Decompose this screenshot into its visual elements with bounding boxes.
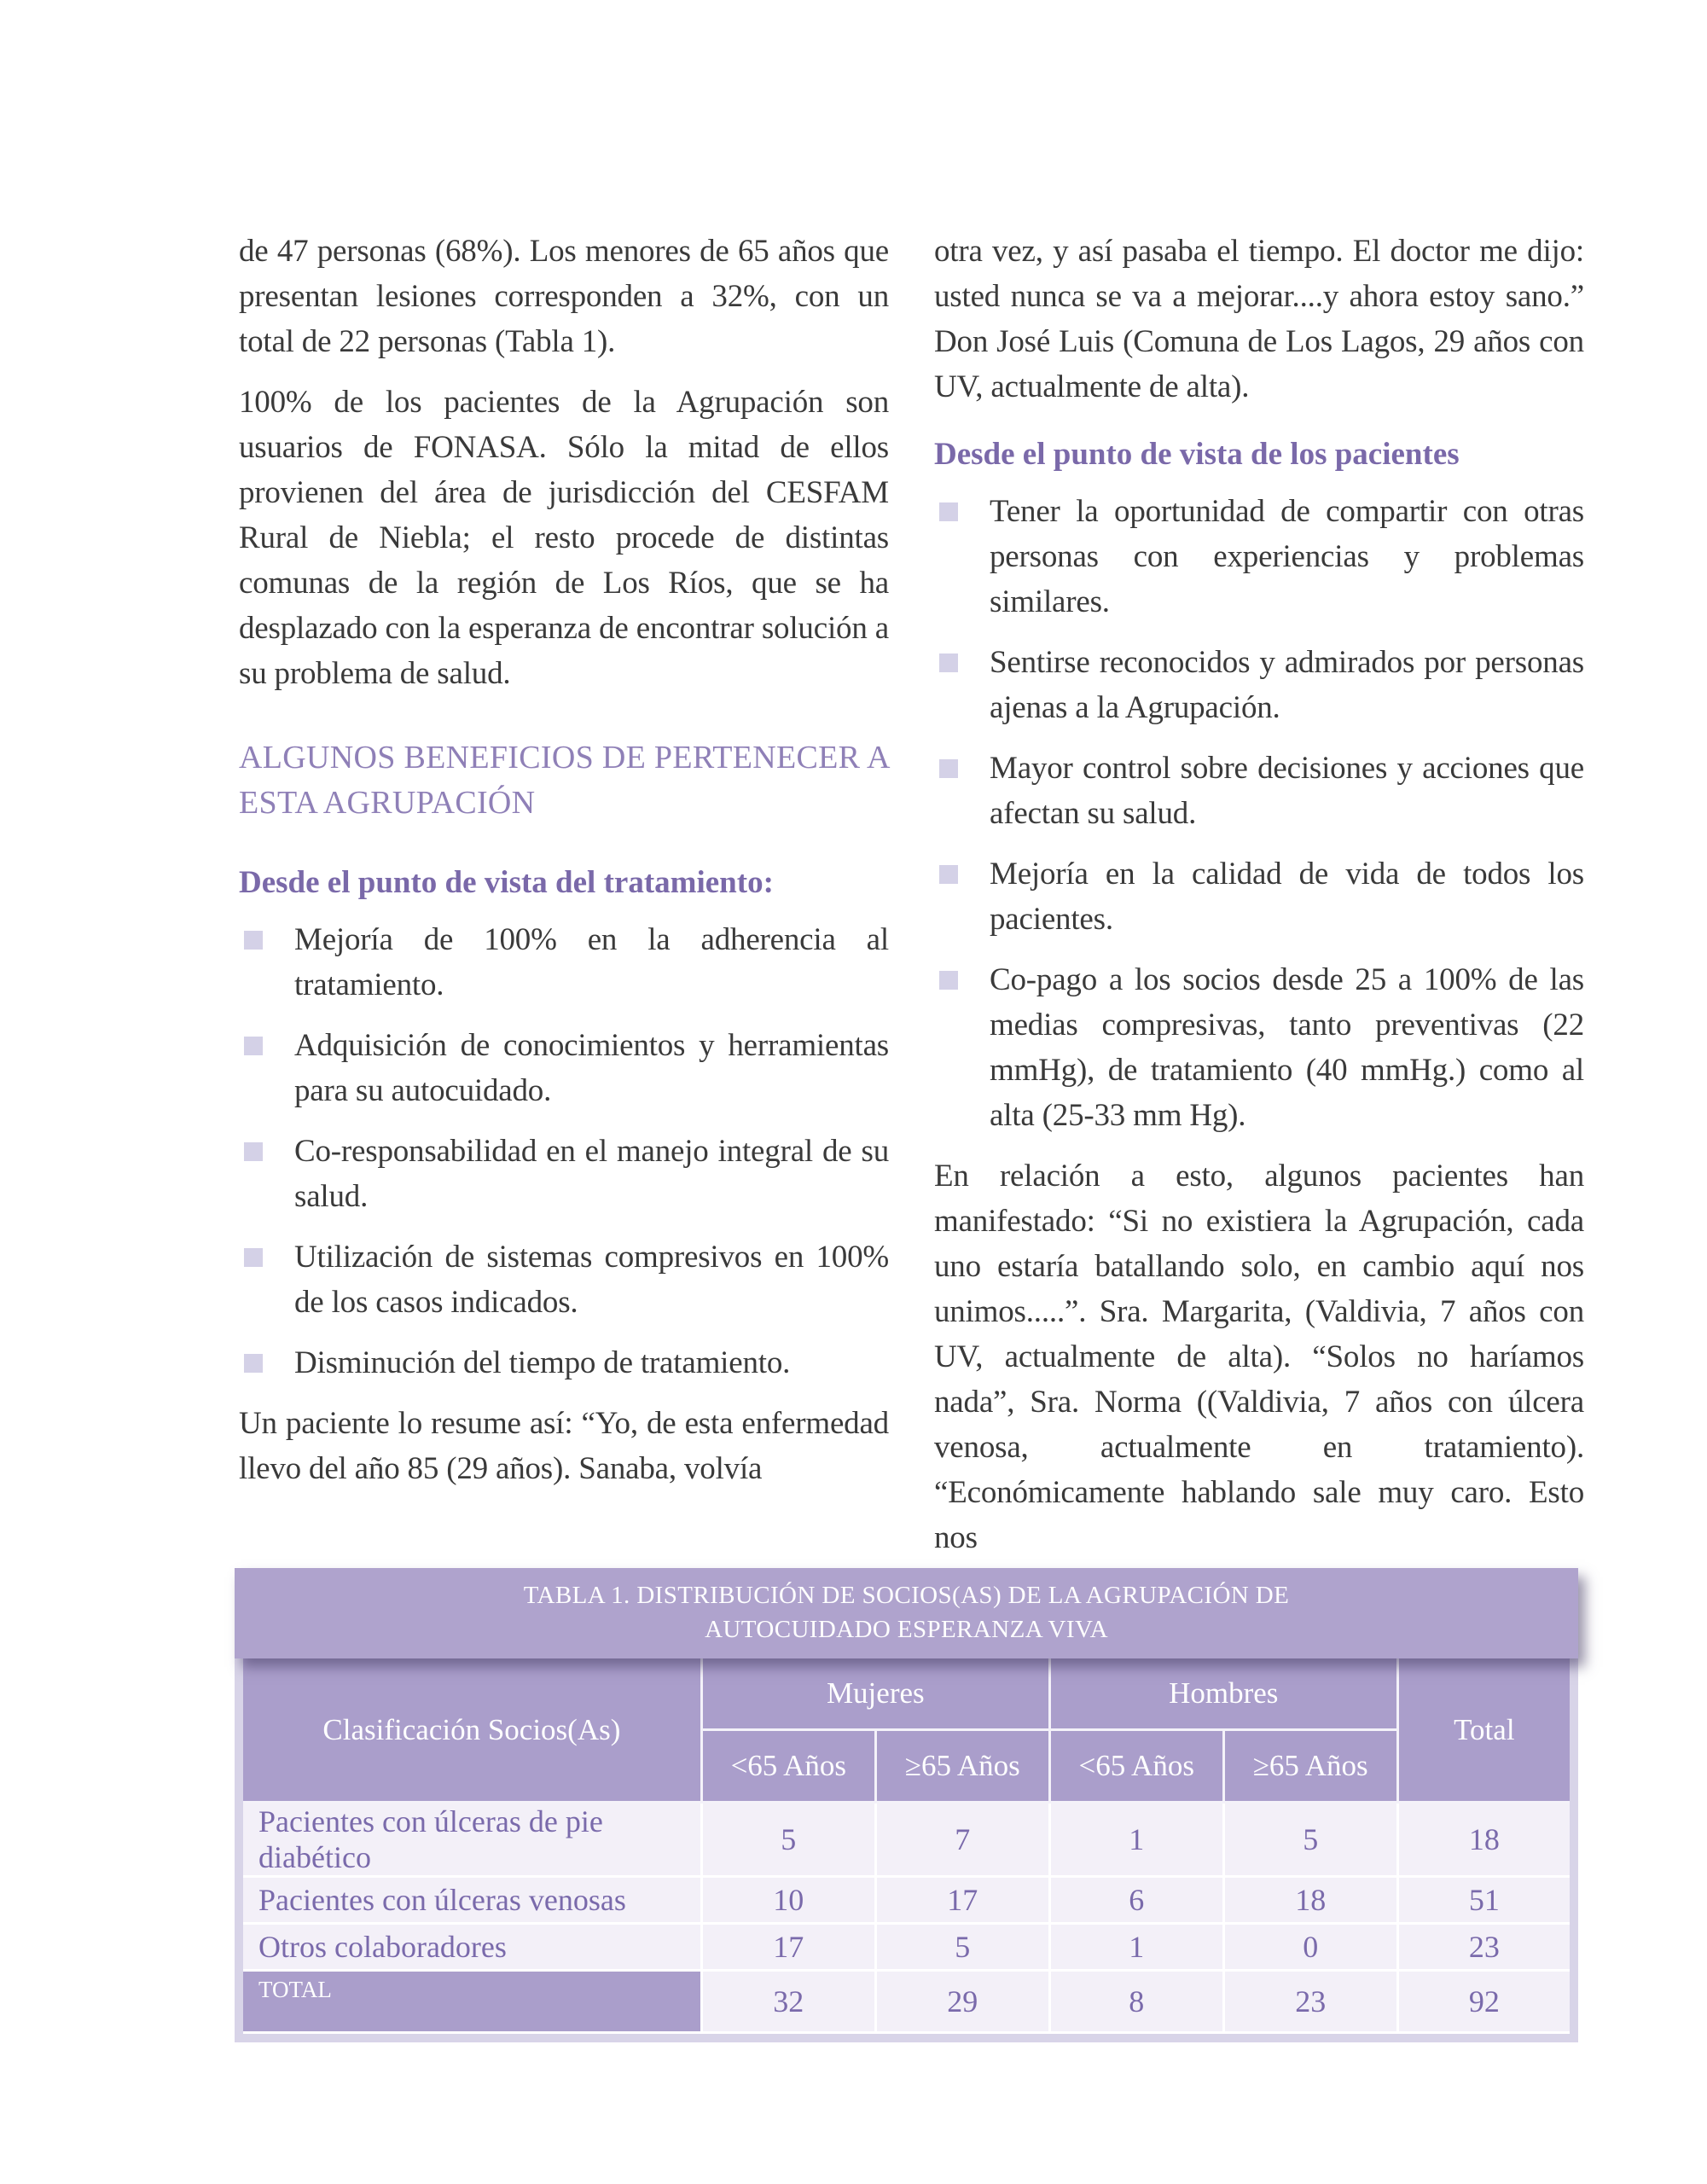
cell-men-65-plus: 23 (1223, 1971, 1397, 2033)
cell-women-65-plus: 29 (875, 1971, 1049, 2033)
treatment-benefits-list (239, 917, 889, 1385)
cell-men-65-plus: 5 (1223, 1803, 1397, 1877)
list-item (934, 640, 1584, 730)
cell-men-under-65: 1 (1049, 1803, 1223, 1877)
list-item (934, 489, 1584, 624)
list-item-text: Disminución del tiempo de tratamiento. (294, 1345, 791, 1380)
bullet-square-icon (244, 931, 263, 950)
patient-benefits-list (934, 489, 1584, 1138)
bullet-square-icon (244, 1354, 263, 1373)
table-title-line-2: AUTOCUIDADO ESPERANZA VIVA (705, 1616, 1108, 1643)
row-label: Otros colaboradores (243, 1924, 701, 1971)
cell-total: 51 (1397, 1877, 1570, 1924)
list-item (239, 917, 889, 1008)
table-row (243, 1924, 1570, 1971)
paragraph-testimonials: En relación a esto, algunos pacientes han manifestado: “Si no existiera la Agrupación, cada uno estaría batallando solo, en cambio aquí nos unimos.....”. Sra. Margarita, (Valdivia, 7 años con UV, actualmente de alta). “Solos no haríamos nada”, Sra. Norma ((Valdivia, 7 años con úlcera venosa, actualmente en tratamiento). “Económicamente hablando sale muy caro. Esto nos (934, 1159, 1584, 1555)
header-men-65-plus: ≥65 Años (1223, 1730, 1397, 1803)
header-total: Total (1397, 1658, 1570, 1803)
bullet-square-icon (244, 1248, 263, 1267)
cell-men-65-plus: 0 (1223, 1924, 1397, 1971)
header-women-65-plus: ≥65 Años (875, 1730, 1049, 1803)
list-item (239, 1234, 889, 1325)
list-item-text: Utilización de sistemas compresivos en 100% de los casos indicados. (294, 1240, 889, 1320)
left-column (239, 229, 889, 1507)
cell-total: 92 (1397, 1971, 1570, 2033)
cell-men-under-65: 8 (1049, 1971, 1223, 2033)
bullet-square-icon (244, 1142, 263, 1161)
list-item-text: Sentirse reconocidos y admirados por personas ajenas a la Agrupación. (990, 645, 1584, 725)
header-classification: Clasificación Socios(As) (243, 1658, 701, 1803)
members-distribution-table (243, 1658, 1570, 2034)
cell-women-65-plus: 7 (875, 1803, 1049, 1877)
cell-total: 23 (1397, 1924, 1570, 1971)
subheading-patients: Desde el punto de vista de los pacientes (934, 437, 1460, 472)
list-item-text: Co-pago a los socios desde 25 a 100% de las medias compresivas, tanto preventivas (22 mmHg), de tratamiento (40 mmHg.) como al alta (25-33 mm Hg). (990, 962, 1584, 1133)
section-heading-benefits: ALGUNOS BENEFICIOS DE PERTENECER A ESTA AGRUPACIÓN (239, 740, 889, 821)
right-column (934, 229, 1584, 1576)
cell-men-under-65: 6 (1049, 1877, 1223, 1924)
row-label-total: TOTAL (243, 1971, 701, 2033)
list-item-text: Co-responsabilidad en el manejo integral de su salud. (294, 1134, 889, 1214)
paragraph-fonasa: 100% de los pacientes de la Agrupación son usuarios de FONASA. Sólo la mitad de ellos provienen del área de jurisdicción del CESFAM Rural de Niebla; el resto procede de distintas comunas de la región de Los Ríos, que se ha desplazado con la esperanza de encontrar solución a su problema de salud. (239, 385, 889, 691)
header-women: Mujeres (701, 1658, 1049, 1730)
table-title-line-1: TABLA 1. DISTRIBUCIÓN DE SOCIOS(AS) DE LA AGRUPACIÓN DE (523, 1582, 1290, 1609)
cell-women-under-65: 17 (701, 1924, 875, 1971)
list-item (934, 957, 1584, 1138)
table-row (243, 1877, 1570, 1924)
cell-total: 18 (1397, 1803, 1570, 1877)
table-title (235, 1568, 1578, 1658)
list-item (239, 1023, 889, 1113)
bullet-square-icon (939, 971, 958, 990)
header-men-under-65: <65 Años (1049, 1730, 1223, 1803)
list-item-text: Mejoría en la calidad de vida de todos los pacientes. (990, 857, 1584, 937)
cell-women-under-65: 10 (701, 1877, 875, 1924)
bullet-square-icon (939, 865, 958, 884)
subheading-treatment: Desde el punto de vista del tratamiento: (239, 865, 774, 900)
cell-women-65-plus: 5 (875, 1924, 1049, 1971)
bullet-square-icon (939, 653, 958, 672)
list-item (239, 1129, 889, 1219)
cell-women-under-65: 5 (701, 1803, 875, 1877)
bullet-square-icon (939, 759, 958, 778)
bullet-square-icon (939, 502, 958, 521)
list-item-text: Mejoría de 100% en la adherencia al tratamiento. (294, 922, 889, 1002)
row-label: Pacientes con úlceras de pie diabético (243, 1803, 701, 1877)
list-item-text: Mayor control sobre decisiones y acciones que afectan su salud. (990, 751, 1584, 831)
header-women-under-65: <65 Años (701, 1730, 875, 1803)
paragraph-lesion-stats: de 47 personas (68%). Los menores de 65 años que presentan lesiones corresponden a 32%, con un total de 22 personas (Tabla 1). (239, 234, 889, 359)
list-item-text: Adquisición de conocimientos y herramientas para su autocuidado. (294, 1028, 889, 1108)
list-item-text: Tener la oportunidad de compartir con otras personas con experiencias y problemas similares. (990, 494, 1584, 619)
table-row-total (243, 1971, 1570, 2033)
list-item (934, 746, 1584, 836)
paragraph-patient-quote: Un paciente lo resume así: “Yo, de esta enfermedad llevo del año 85 (29 años). Sanaba, volvía (239, 1406, 889, 1486)
bullet-square-icon (244, 1037, 263, 1055)
list-item (239, 1340, 889, 1385)
paragraph-quote-continued: otra vez, y así pasaba el tiempo. El doctor me dijo: usted nunca se va a mejorar....y ahora estoy sano.” Don José Luis (Comuna de Los Lagos, 29 años con UV, actualmente de alta). (934, 234, 1584, 404)
table-1 (235, 1568, 1582, 2042)
cell-women-under-65: 32 (701, 1971, 875, 2033)
list-item (934, 851, 1584, 942)
table-row (243, 1803, 1570, 1877)
header-men: Hombres (1049, 1658, 1397, 1730)
cell-men-under-65: 1 (1049, 1924, 1223, 1971)
cell-men-65-plus: 18 (1223, 1877, 1397, 1924)
cell-women-65-plus: 17 (875, 1877, 1049, 1924)
row-label: Pacientes con úlceras venosas (243, 1877, 701, 1924)
table-body-frame (235, 1658, 1578, 2042)
